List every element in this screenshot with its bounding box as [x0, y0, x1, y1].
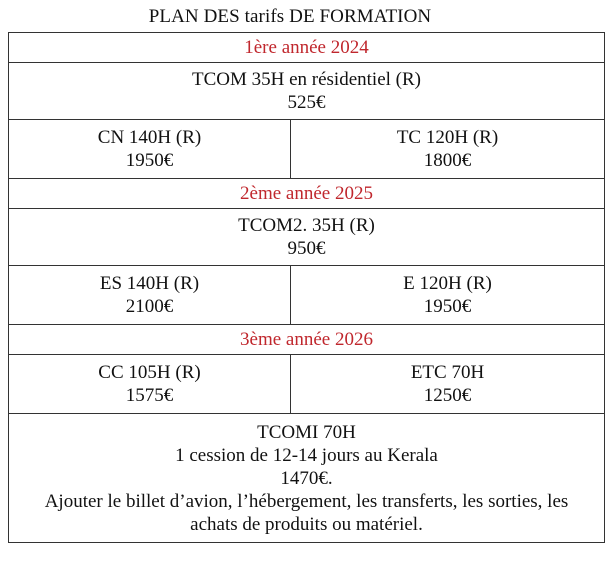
course-session: 1 cession de 12-14 jours au Kerala: [175, 444, 438, 466]
course-note-line-1: Ajouter le billet d’avion, l’hébergement, les transferts, les sorties, les: [44, 490, 569, 512]
year-heading-2024: 1ère année 2024: [9, 33, 605, 63]
course-price: 1950€: [125, 150, 174, 171]
table-row: [9, 414, 605, 543]
course-price: 1950€: [423, 296, 472, 317]
course-name: ETC 70H: [410, 362, 485, 383]
table-row: [9, 33, 605, 63]
table-row: [9, 209, 605, 266]
course-price: 1800€: [423, 150, 472, 171]
table-row: [9, 63, 605, 120]
course-cell-es: [9, 266, 291, 325]
course-name: E 120H (R): [403, 273, 492, 294]
course-cell-e: [291, 266, 605, 325]
course-cell-tcom: [9, 63, 605, 120]
course-name: TCOM2. 35H (R): [238, 215, 375, 236]
course-cell-cc: [9, 355, 291, 414]
course-price: 950€: [287, 238, 326, 259]
document-title: PLAN DES tarifs DE FORMATION: [148, 6, 432, 27]
course-cell-cn: [9, 120, 291, 179]
course-name: TCOM 35H en résidentiel (R): [191, 69, 421, 90]
course-price: 1250€: [423, 385, 472, 406]
course-price: 525€: [287, 92, 326, 113]
table-row: [9, 355, 605, 414]
table-row: [9, 120, 605, 179]
course-price: 2100€: [125, 296, 174, 317]
pricing-table: [8, 32, 605, 543]
year-heading-2026: 3ème année 2026: [9, 325, 605, 355]
course-cell-tcomi: [9, 414, 605, 543]
course-cell-etc: [291, 355, 605, 414]
course-name: CC 105H (R): [98, 362, 201, 383]
course-name: TCOMI 70H: [257, 421, 356, 443]
course-cell-tcom2: [9, 209, 605, 266]
table-row: [9, 179, 605, 209]
course-name: CN 140H (R): [97, 127, 202, 148]
course-price: 1470€.: [280, 467, 333, 489]
course-name: ES 140H (R): [99, 273, 200, 294]
course-note-line-2: achats de produits ou matériel.: [190, 513, 423, 535]
year-heading-2025: 2ème année 2025: [9, 179, 605, 209]
table-row: [9, 325, 605, 355]
course-name: TC 120H (R): [396, 127, 499, 148]
table-row: [9, 266, 605, 325]
course-cell-tc: [291, 120, 605, 179]
course-price: 1575€: [125, 385, 174, 406]
